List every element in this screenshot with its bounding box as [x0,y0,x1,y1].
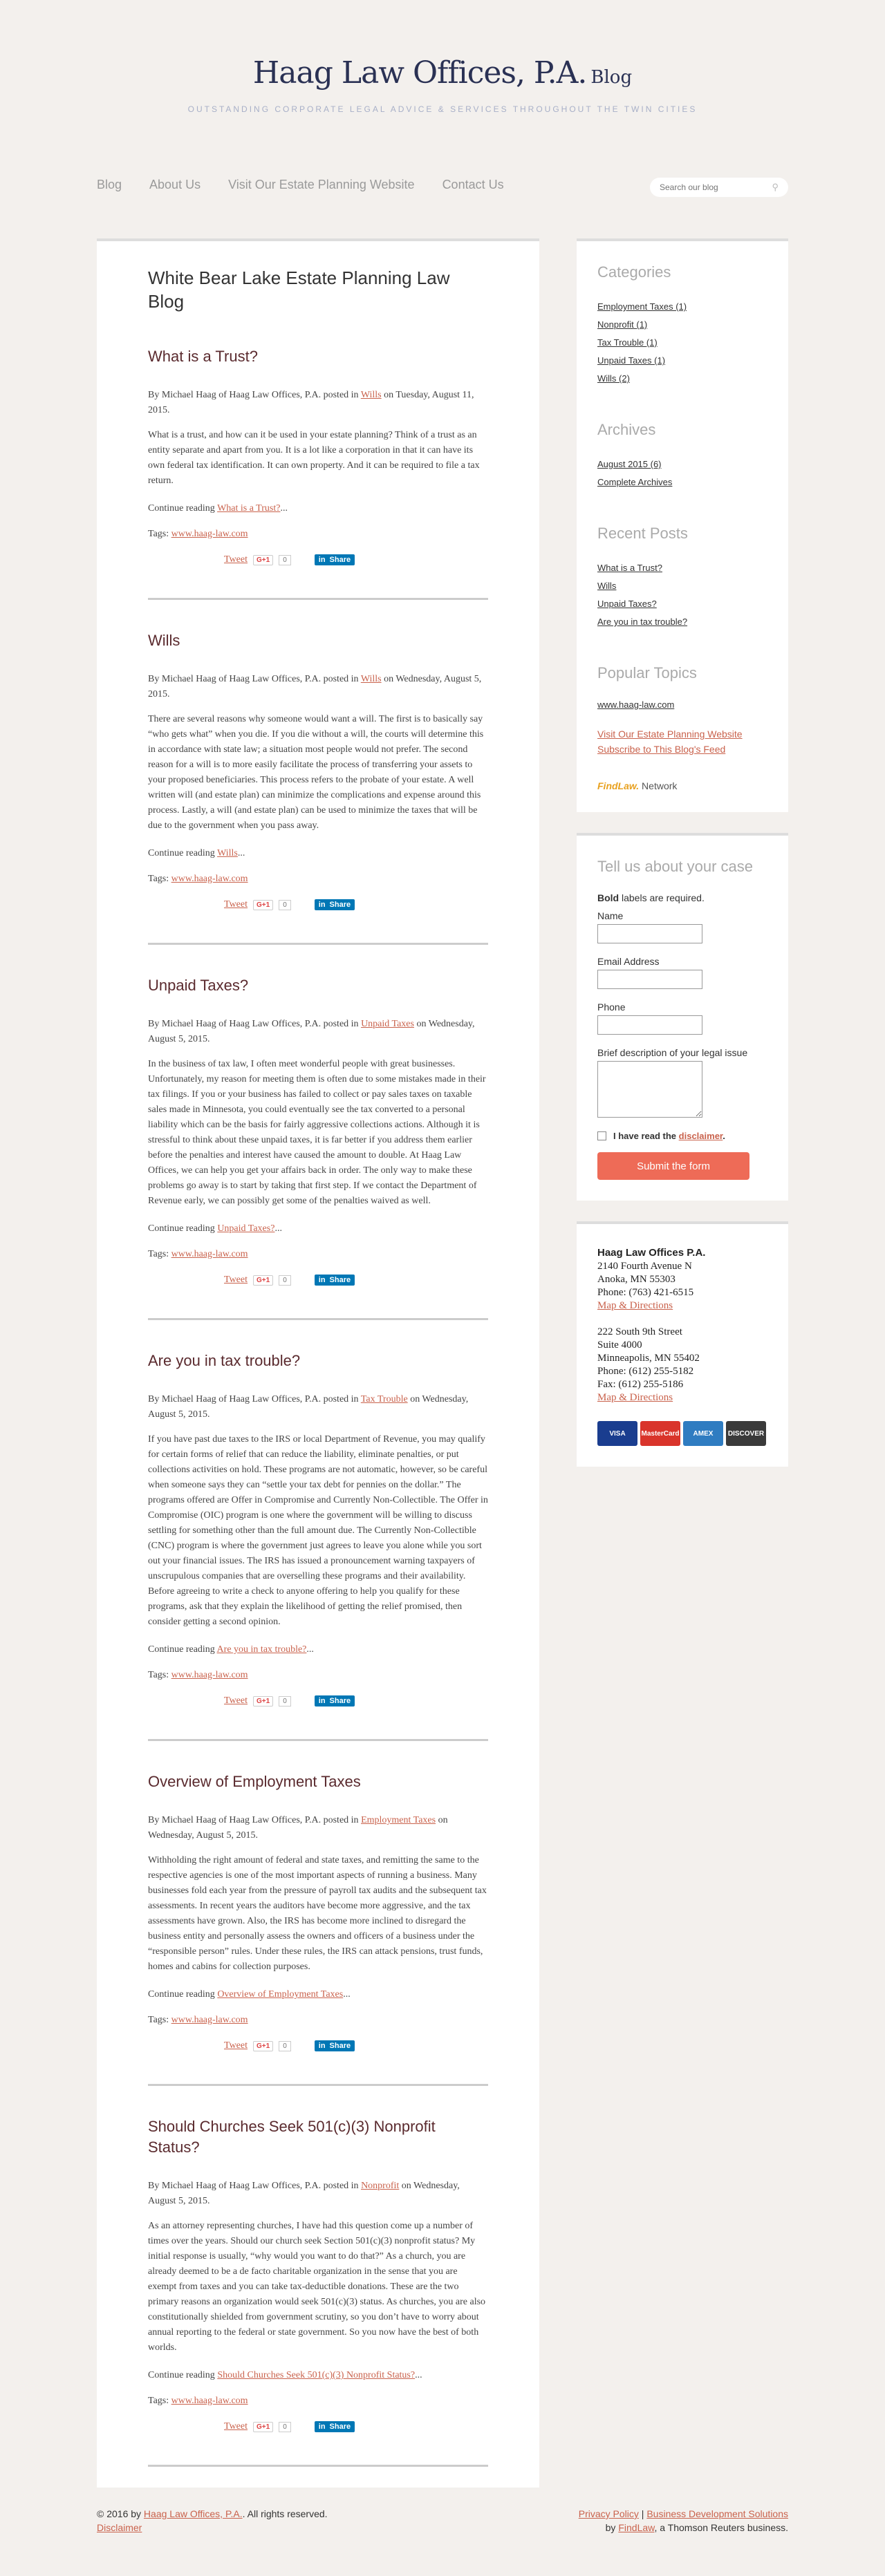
phone-label: Phone [597,1002,626,1013]
share-row [148,897,488,912]
disclaimer-checkbox[interactable] [597,1131,606,1140]
office-1-map-link[interactable]: Map & Directions [597,1300,673,1311]
payment-card-icon: AMEX [683,1421,723,1446]
privacy-policy-link[interactable]: Privacy Policy [578,2508,639,2519]
search-icon[interactable]: ⚲ [772,182,779,192]
copyright-pre: © 2016 by [97,2508,142,2519]
tweet-button[interactable]: Tweet [224,2040,248,2051]
gplus-count: 0 [279,1696,291,1707]
linkedin-share-label: Share [329,901,351,909]
post-category-link[interactable]: Wills [360,390,382,400]
post-title-link[interactable]: Overview of Employment Taxes [148,1773,361,1790]
continue-label: Continue reading [148,1989,215,2000]
post-excerpt: In the business of tax law, I often meet wonderful people with great businesses. Unfortunately, my reason for meeting them is often due to some mistakes made in their tax filings. If you or your business has failed to collect or pay sales taxes on taxable sales made in Minnesota, you could eventually see the tax converted to a personal liability which can be the basis for fairly aggressive collections actions. Although it is stressful to think about these unpaid taxes, it is far better if you address them earlier before the penalties and interest have caused the amount to double. At Haag Law Offices, we can help you get your affairs back in order. The only way to make these problems go away is to start by taking that first step. If we contact the Department of Revenue early, we can possibly get some of the penalties waived as well. [148,1059,486,1206]
blog-word[interactable]: Blog [590,67,633,88]
business-development-link[interactable]: Business Development Solutions [646,2508,788,2519]
tags-label: Tags: [148,874,169,884]
post-excerpt: If you have past due taxes to the IRS or local Department of Revenue, you may qualify for certain forms of relief that can reduce the liability, eliminate penalties, or put collections activities on hold. These programs are not automatic, however, so be careful when someone says they can “settle your tax debt for pennies on the dollar.” The programs offered are Offer in Compromise and Currently Non-Collectible. The Offer in Compromise (OIC) program is one where the government will be willing to discuss settling for something other than the full amount due. The Currently Non-Collectible (CNC) program is where the government just agrees to leave you alone while you sort out your financial issues. The IRS has issued a pronouncement warning taxpayers of unscrupulous companies that are overselling these programs and their availability. Before agreeing to write a check to anyone offering to help you qualify for these programs, ask that they explain the likelihood of getting the relief promised, then consider getting a second opinion. [148,1434,488,1627]
search-box [650,178,788,197]
content-wrap [97,238,788,2488]
continue-reading-link[interactable]: Overview of Employment Taxes [217,1989,344,2000]
continue-label: Continue reading [148,848,215,858]
main-nav [97,178,788,198]
linkedin-icon: in [318,556,326,564]
office-name: Haag Law Offices P.A. [597,1247,706,1259]
submit-button[interactable]: Submit the form [597,1152,749,1180]
byline-text: By Michael Haag of Haag Law Offices, P.A. posted in [148,674,359,684]
post-excerpt: What is a trust, and how can it be used in your estate planning? Think of a trust as an entity separate and apart from you. It is a lot like a corporation in that it can have its own federal tax identification. It can own property. And it can be required to file a tax return. [148,430,480,486]
continue-reading: Continue reading Are you in tax trouble?... [148,1644,314,1655]
footer-by: by [605,2522,616,2533]
footer [97,2507,788,2562]
estate-planning-link[interactable]: Visit Our Estate Planning Website [597,728,743,740]
findlaw-logo: FindLaw. [597,780,640,791]
linkedin-share-button[interactable] [315,2421,355,2432]
post-tags [148,529,488,540]
popular-link[interactable]: www.haag-law.com [597,699,675,710]
required-bold: Bold [597,892,620,903]
gplus-count: 0 [279,2422,291,2432]
linkedin-share-label: Share [329,1276,351,1284]
continue-reading-link[interactable]: Are you in tax trouble? [216,1644,307,1655]
required-note: labels are required. [622,892,705,903]
disclaimer-link[interactable]: disclaimer [678,1131,723,1141]
search-input[interactable] [660,182,756,192]
contact-form-widget [577,833,788,1201]
recent-post-link[interactable]: Wills [597,581,617,591]
continue-reading: Continue reading What is a Trust?... [148,503,288,514]
byline-text: By Michael Haag of Haag Law Offices, P.A. posted in [148,1019,359,1029]
name-field[interactable] [597,924,702,943]
tag-link[interactable]: www.haag-law.com [171,1670,248,1680]
continue-label: Continue reading [148,2370,215,2380]
recent-posts-title: Recent Posts [597,525,688,542]
footer-right: Privacy Policy | Business Development Solutions by FindLaw, a Thomson Reuters business. [578,2508,788,2533]
findlaw-network-label: Network [642,780,678,791]
continue-label: Continue reading [148,1223,215,1234]
linkedin-share-label: Share [329,2423,351,2431]
gplus-count: 0 [279,1275,291,1286]
continue-reading-link[interactable]: What is a Trust? [217,503,281,514]
gplus-button[interactable]: G+1 [253,900,273,910]
linkedin-share-button[interactable] [315,1275,355,1286]
blog-post [148,1771,488,2086]
recent-post-link[interactable]: What is a Trust? [597,563,662,573]
phone-field[interactable] [597,1015,702,1035]
linkedin-icon: in [318,2423,326,2431]
tags-label: Tags: [148,1670,169,1680]
office-1-line: Anoka, MN 55303 [597,1274,676,1285]
tag-link[interactable]: www.haag-law.com [171,529,248,539]
continue-reading-link[interactable]: Should Churches Seek 501(c)(3) Nonprofit Status? [217,2370,416,2380]
share-row [148,552,488,567]
popular-topics-title: Popular Topics [597,664,697,681]
payment-cards [597,1421,767,1446]
post-tags [148,1249,488,1260]
nav-widget [577,238,788,812]
subscribe-feed-link[interactable]: Subscribe to This Blog's Feed [597,744,726,755]
linkedin-icon: in [318,2042,326,2050]
linkedin-share-label: Share [329,2042,351,2050]
description-label: Brief description of your legal issue [597,1047,748,1058]
footer-disclaimer-link[interactable]: Disclaimer [97,2522,142,2533]
linkedin-icon: in [318,1276,326,1284]
sidebar [577,238,788,1487]
byline-text: By Michael Haag of Haag Law Offices, P.A. posted in [148,1815,359,1825]
tweet-button[interactable]: Tweet [224,1695,248,1706]
findlaw-link[interactable]: FindLaw [618,2522,655,2533]
continue-reading: Continue reading Should Churches Seek 501(c)(3) Nonprofit Status?... [148,2370,422,2380]
post-category-link[interactable]: Nonprofit [361,2181,400,2191]
gplus-count: 0 [279,2041,291,2051]
byline-text: By Michael Haag of Haag Law Offices, P.A. posted in [148,1394,359,1404]
copyright-post: . All rights reserved. [242,2508,328,2519]
tags-label: Tags: [148,529,169,539]
byline-date: on Wednesday, August 5, 2015. [148,2181,460,2206]
share-row [148,1693,488,1709]
blog-post [148,346,488,600]
archive-link[interactable]: Complete Archives [597,477,673,487]
post-tags [148,874,488,885]
tweet-button[interactable]: Tweet [224,899,248,910]
continue-reading: Continue reading Unpaid Taxes?... [148,1223,282,1234]
linkedin-share-button[interactable] [315,1695,355,1707]
archive-link[interactable]: August 2015 (6) [597,459,662,469]
tags-label: Tags: [148,2396,169,2406]
gplus-button[interactable]: G+1 [253,1696,273,1707]
linkedin-icon: in [318,901,326,909]
linkedin-share-button[interactable] [315,554,355,565]
category-link[interactable]: Nonprofit (1) [597,319,648,330]
office-2-line: Minneapolis, MN 55402 [597,1353,700,1364]
post-title-link[interactable]: What is a Trust? [148,348,258,365]
post-tags [148,1670,488,1681]
office-2-map-link[interactable]: Map & Directions [597,1392,673,1403]
tags-label: Tags: [148,2015,169,2025]
byline-date: on Wednesday, August 5, 2015. [148,1815,448,1841]
post-category-link[interactable]: Tax Trouble [360,1394,408,1404]
name-label: Name [597,910,624,921]
post-category-link[interactable]: Unpaid Taxes [361,1019,414,1029]
office-widget [577,1221,788,1467]
category-link[interactable]: Unpaid Taxes (1) [597,355,666,366]
site-title-text[interactable]: Haag Law Offices, P.A. [252,55,587,91]
continue-label: Continue reading [148,503,215,514]
byline-date: on Wednesday, August 5, 2015. [148,1394,469,1420]
findlaw-network[interactable] [597,780,767,791]
post-byline [148,1813,488,1843]
disclaimer-checkbox-row: I have read the disclaimer. [597,1131,767,1141]
footer-rest: , a Thomson Reuters business. [654,2522,788,2533]
blog-post [148,2116,488,2467]
tag-link[interactable]: www.haag-law.com [171,2396,248,2406]
nav-blog[interactable]: Blog [97,178,122,191]
tweet-button[interactable]: Tweet [224,1275,248,1285]
office-2-phone: Phone: (612) 255-5182 [597,1366,694,1377]
byline-date: on Tuesday, August 11, 2015. [148,390,474,415]
tags-label: Tags: [148,1249,169,1259]
footer-left [97,2507,328,2535]
tag-link[interactable]: www.haag-law.com [171,874,248,884]
post-title-link[interactable]: Are you in tax trouble? [148,1352,301,1369]
post-title-link[interactable]: Wills [148,632,180,649]
payment-card-icon: MasterCard [640,1421,680,1446]
continue-reading: Continue reading Overview of Employment Taxes... [148,1989,351,2000]
recent-post-link[interactable]: Unpaid Taxes? [597,599,657,609]
category-link[interactable]: Tax Trouble (1) [597,337,658,348]
continue-reading-link[interactable]: Unpaid Taxes? [217,1223,275,1234]
post-tags [148,2015,488,2026]
post-byline [148,1392,488,1422]
linkedin-share-button[interactable] [315,899,355,910]
blog-post [148,1351,488,1741]
checkbox-label: I have read the [613,1131,677,1141]
post-category-link[interactable]: Employment Taxes [361,1815,436,1825]
continue-reading-link[interactable]: Wills [217,848,238,858]
byline-date: on Wednesday, August 5, 2015. [148,1019,475,1044]
nav-about-us[interactable]: About Us [149,178,201,191]
categories-title: Categories [597,263,671,281]
byline-text: By Michael Haag of Haag Law Offices, P.A. posted in [148,390,359,400]
gplus-button[interactable]: G+1 [253,2041,273,2051]
linkedin-icon: in [318,1697,326,1705]
post-excerpt: There are several reasons why someone would want a will. The first is to basically say “who gets what” when you die. If you die without a will, the courts will determine this in accordance with state law; a situation most people would not prefer. The second reason for a will is to more easily facilitate the process of transferring your assets to your proposed beneficiaries. This process refers to the probate of your estate. A well written will (and estate plan) can minimize the complications and expense around this process. Lastly, a will (and estate plan) can be used to minimize the taxes that will be due to the government when you pass away. [148,714,484,831]
byline-text: By Michael Haag of Haag Law Offices, P.A. posted in [148,2181,359,2191]
tag-link[interactable]: www.haag-law.com [171,1249,248,1259]
continue-label: Continue reading [148,1644,215,1655]
share-row [148,2419,488,2434]
recent-post-link[interactable]: Are you in tax trouble? [597,617,688,627]
site-title[interactable] [0,55,885,91]
description-field[interactable] [597,1061,702,1118]
share-row [148,2038,488,2053]
main-column [97,238,539,2488]
post-category-link[interactable]: Wills [360,674,382,684]
post-excerpt: Withholding the right amount of federal and state taxes, and remitting the same to the respective agencies is one of the most important aspects of running a business. Many businesses fold each year from the pressure of payroll tax audits and the subsequent tax assessments. In recent years the auditors have become more aggressive, and the tax assessments have grown. Also, the IRS has become more inclined to disregard the business entity and personally assess the owners and officers of a business under the “responsible person” rules. Under these rules, the IRS can attack pensions, trust funds, homes and cabins for collection purposes. [148,1855,487,1972]
tweet-button[interactable]: Tweet [224,554,248,565]
office-2-fax: Fax: (612) 255-5186 [597,1379,684,1390]
post-list [148,346,488,2467]
archives-title: Archives [597,421,656,438]
post-byline [148,672,488,702]
office-info [597,1246,767,1404]
blog-heading: White Bear Lake Estate Planning Law Blog [148,267,450,312]
office-1-line: 2140 Fourth Avenue N [597,1261,692,1272]
site-header [0,0,885,114]
blog-post [148,630,488,945]
payment-card-icon: DISCOVER [726,1421,766,1446]
post-byline [148,1017,488,1047]
nav-estate-planning[interactable]: Visit Our Estate Planning Website [228,178,415,191]
tweet-button[interactable]: Tweet [224,2421,248,2432]
gplus-count: 0 [279,555,291,565]
office-1-phone: Phone: (763) 421-6515 [597,1287,694,1298]
office-2-line: Suite 4000 [597,1339,642,1351]
gplus-button[interactable]: G+1 [253,555,273,565]
form-title: Tell us about your case [597,858,754,875]
gplus-count: 0 [279,900,291,910]
gplus-button[interactable]: G+1 [253,1275,273,1286]
share-row [148,1272,488,1288]
linkedin-share-label: Share [329,1697,351,1705]
payment-card-icon: VISA [597,1421,637,1446]
email-field[interactable] [597,970,702,989]
blog-post [148,975,488,1320]
firm-link[interactable]: Haag Law Offices, P.A. [143,2508,243,2519]
category-link[interactable]: Wills (2) [597,373,630,384]
post-title-link[interactable]: Should Churches Seek 501(c)(3) Nonprofit Status? [148,2118,436,2156]
office-2-line: 222 South 9th Street [597,1326,682,1337]
post-title-link[interactable]: Unpaid Taxes? [148,977,249,994]
continue-reading: Continue reading Wills... [148,848,245,858]
tagline: OUTSTANDING CORPORATE LEGAL ADVICE & SERVICES THROUGHOUT THE TWIN CITIES [187,104,698,114]
post-tags [148,2396,488,2407]
tag-link[interactable]: www.haag-law.com [171,2015,248,2025]
email-label: Email Address [597,956,660,967]
linkedin-share-label: Share [329,556,351,564]
gplus-button[interactable]: G+1 [253,2422,273,2432]
nav-contact-us[interactable]: Contact Us [442,178,504,191]
post-byline [148,2179,488,2209]
category-link[interactable]: Employment Taxes (1) [597,301,687,312]
linkedin-share-button[interactable] [315,2040,355,2051]
post-excerpt: As an attorney representing churches, I have had this question come up a number of times over the years. Should our church seek Section 501(c)(3) nonprofit status? My initial response is usually, “why would you want to do that?” As a church, you are already deemed to be a de facto charitable organization in the sense that you are exempt from taxes and you can take tax-deductible donations. These are the two primary reasons an organization would seek 501(c)(3) status. As churches, you are also constitutionally shielded from government scrutiny, so you don’t have to worry about annual reporting to the federal or state government. So you now have the best of both worlds. [148,2221,486,2353]
post-byline [148,388,488,418]
byline-date: on Wednesday, August 5, 2015. [148,674,482,699]
